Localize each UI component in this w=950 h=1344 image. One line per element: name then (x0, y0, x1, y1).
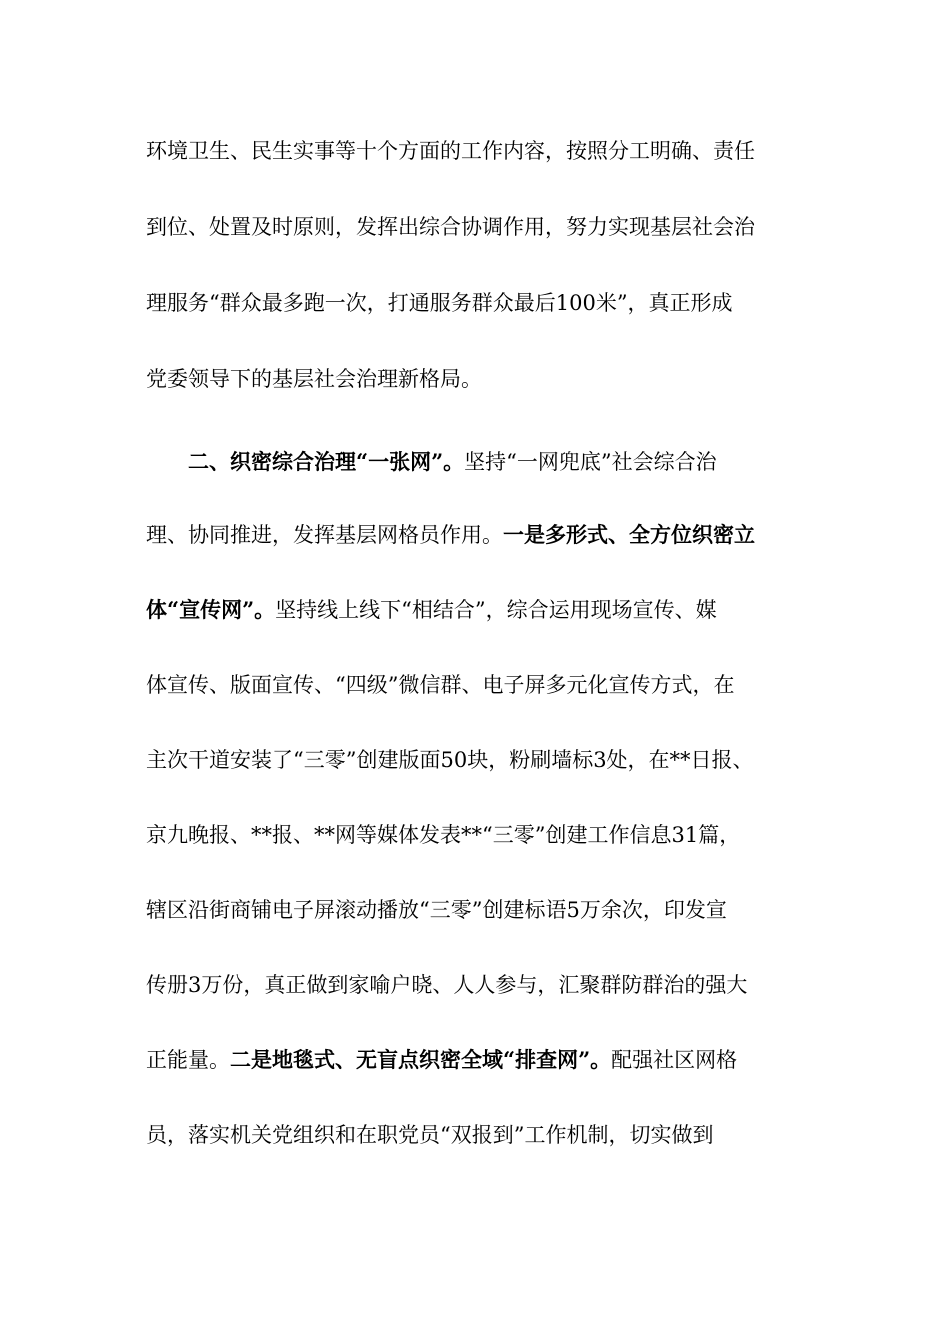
text-line (146, 970, 747, 1000)
text-run: 到位、处置及时原则，发挥出综合协调作用，努力实现基层社会治 (146, 215, 755, 239)
text-run: 京九晚报、**报、**网等媒体发表**“三零”创建工作信息31篇， (146, 823, 741, 847)
text-line (146, 1120, 713, 1150)
text-run: 党委领导下的基层社会治理新格局。 (146, 367, 482, 391)
text-run: 配强社区网格 (611, 1048, 738, 1072)
text-run: 坚持“一网兜底”社会综合治 (464, 450, 717, 474)
text-run: 员，落实机关党组织和在职党员“双报到”工作机制，切实做到 (146, 1123, 714, 1147)
text-line (146, 136, 755, 166)
text-run: 理服务“群众最多跑一次，打通服务群众最后100米”，真正形成 (146, 291, 733, 315)
text-run: 理、协同推进，发挥基层网格员作用。 (146, 523, 503, 547)
text-line (146, 212, 755, 242)
text-run: 主次干道安装了“三零”创建版面50块，粉刷墙标3处，在**日报、 (146, 748, 754, 772)
text-line (146, 520, 755, 550)
text-run: 环境卫生、民生实事等十个方面的工作内容，按照分工明确、责任 (146, 139, 755, 163)
text-line (146, 288, 733, 318)
text-line (146, 1045, 737, 1075)
section-heading: 二、织密综合治理“一张网”。 (188, 449, 465, 474)
bold-point: 二是地毯式、无盲点织密全域“排查网”。 (230, 1047, 612, 1072)
section-heading-line (188, 447, 717, 477)
text-run: 正能量。 (146, 1048, 230, 1072)
bold-point: 体“宣传网”。 (146, 597, 276, 622)
text-run: 传册3万份，真正做到家喻户晓、人人参与，汇聚群防群治的强大 (146, 973, 748, 997)
bold-point: 一是多形式、全方位织密立 (503, 522, 755, 547)
text-line (146, 895, 727, 925)
text-line (146, 670, 734, 700)
text-line (146, 595, 717, 625)
text-line (146, 820, 740, 850)
text-line (146, 364, 482, 394)
text-run: 坚持线上线下“相结合”，综合运用现场宣传、媒 (275, 598, 717, 622)
text-run: 体宣传、版面宣传、“四级”微信群、电子屏多元化宣传方式，在 (146, 673, 735, 697)
text-line (146, 745, 754, 775)
text-run: 辖区沿街商铺电子屏滚动播放“三零”创建标语5万余次，印发宣 (146, 898, 727, 922)
